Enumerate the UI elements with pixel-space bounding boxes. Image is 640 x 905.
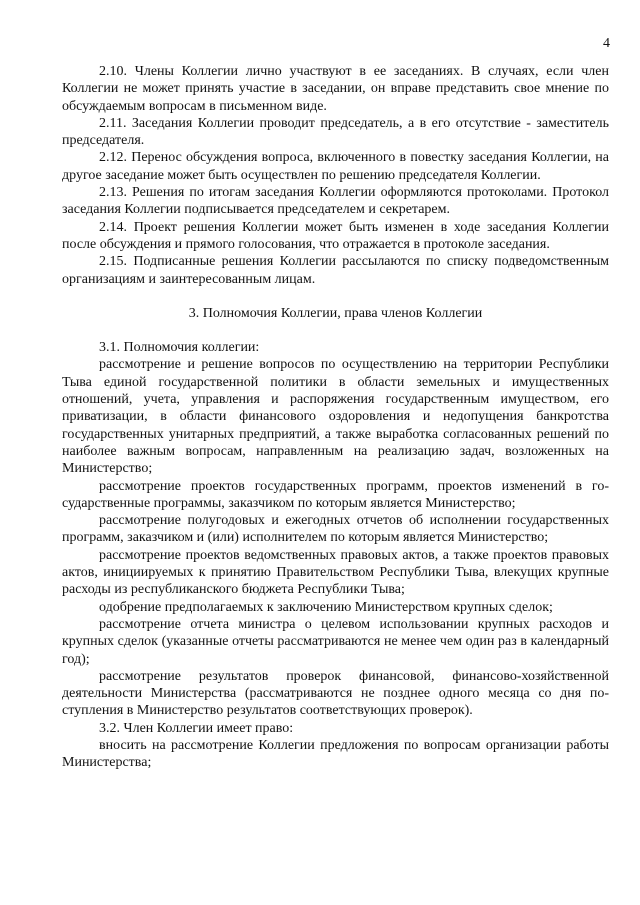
- document-body: [62, 63, 609, 772]
- paragraph-2-10: 2.10. Члены Коллегии лично участвуют в ее заседаниях. В случаях, если член Коллегии не может принять участие в заседании, он вправе представить свое мнение по обсуждаемым вопросам в письменном виде.: [62, 64, 609, 114]
- list-item: рассмотрение отчета министра о целевом использовании крупных расходов и крупных сделок (указанные отчеты рассматриваются не менее чем один раз в календарный год);: [62, 616, 609, 667]
- paragraph-3-1: 3.1. Полномочия коллегии:: [99, 340, 260, 356]
- paragraph-2-11: 2.11. Заседания Коллегии проводит председатель, а в его отсутствие - заместитель председателя.: [62, 115, 609, 149]
- page-number: 4: [603, 36, 610, 51]
- paragraph-2-14: 2.14. Проект решения Коллегии может быть изменен в ходе заседания Коллегии после обсуждения и прямого голосования, что отражается в протоколе заседания.: [62, 219, 609, 252]
- list-item: рассмотрение результатов проверок финансовой, финансово-хозяйственной деятельности Министерства (рассматриваются не позднее одного месяца со дня поступления в Министерство результатов соответствующих проверок).: [62, 668, 609, 719]
- list-item: рассмотрение и решение вопросов по осуществлению на территории Республики Тыва единой государственной политики в области земельных и имущественных отношений, учета, управления и распоряжения государственным имуществом, его приватизации, в области финансового оздоровления и недопущения банкротства государственных унитарных предприятий, а также выработка согласованных решений по наиболее важным вопросам, направленным на реализацию задач, возложенных на Министерство;: [62, 357, 609, 477]
- list-item: рассмотрение проектов ведомственных правовых актов, а также проектов правовых актов, инициируемых к принятию Правительством Республики Тыва, влекущих крупные расходы из республиканского бюджета Республики Тыва;: [62, 547, 609, 598]
- paragraph-2-15: 2.15. Подписанные решения Коллегии рассылаются по списку подведомственным организациям и заинтересованным лицам.: [62, 254, 609, 287]
- section-heading: 3. Полномочия Коллегии, права членов Коллегии: [188, 305, 483, 321]
- list-item: вносить на рассмотрение Коллегии предложения по вопросам организации работы Министерства;: [62, 737, 609, 771]
- paragraph-2-12: 2.12. Перенос обсуждения вопроса, включенного в повестку заседания Коллегии, на другое заседание может быть осуществлен по решению председателя Коллегии.: [62, 150, 609, 183]
- list-item: рассмотрение проектов государственных программ, проектов изменений в государственные программы, заказчиком по которым является Министерство;: [62, 478, 609, 511]
- list-item: рассмотрение полугодовых и ежегодных отчетов об исполнении государственных программ, заказчиком и (или) исполнителем по которым является Министерство;: [62, 513, 609, 546]
- paragraph-2-13: 2.13. Решения по итогам заседания Коллегии оформляются протоколами. Протокол заседания Коллегии подписывается председателем и секретарем.: [62, 185, 609, 218]
- list-item: одобрение предполагаемых к заключению Министерством крупных сделок;: [99, 599, 553, 615]
- paragraph-3-2: 3.2. Член Коллегии имеет право:: [99, 720, 294, 736]
